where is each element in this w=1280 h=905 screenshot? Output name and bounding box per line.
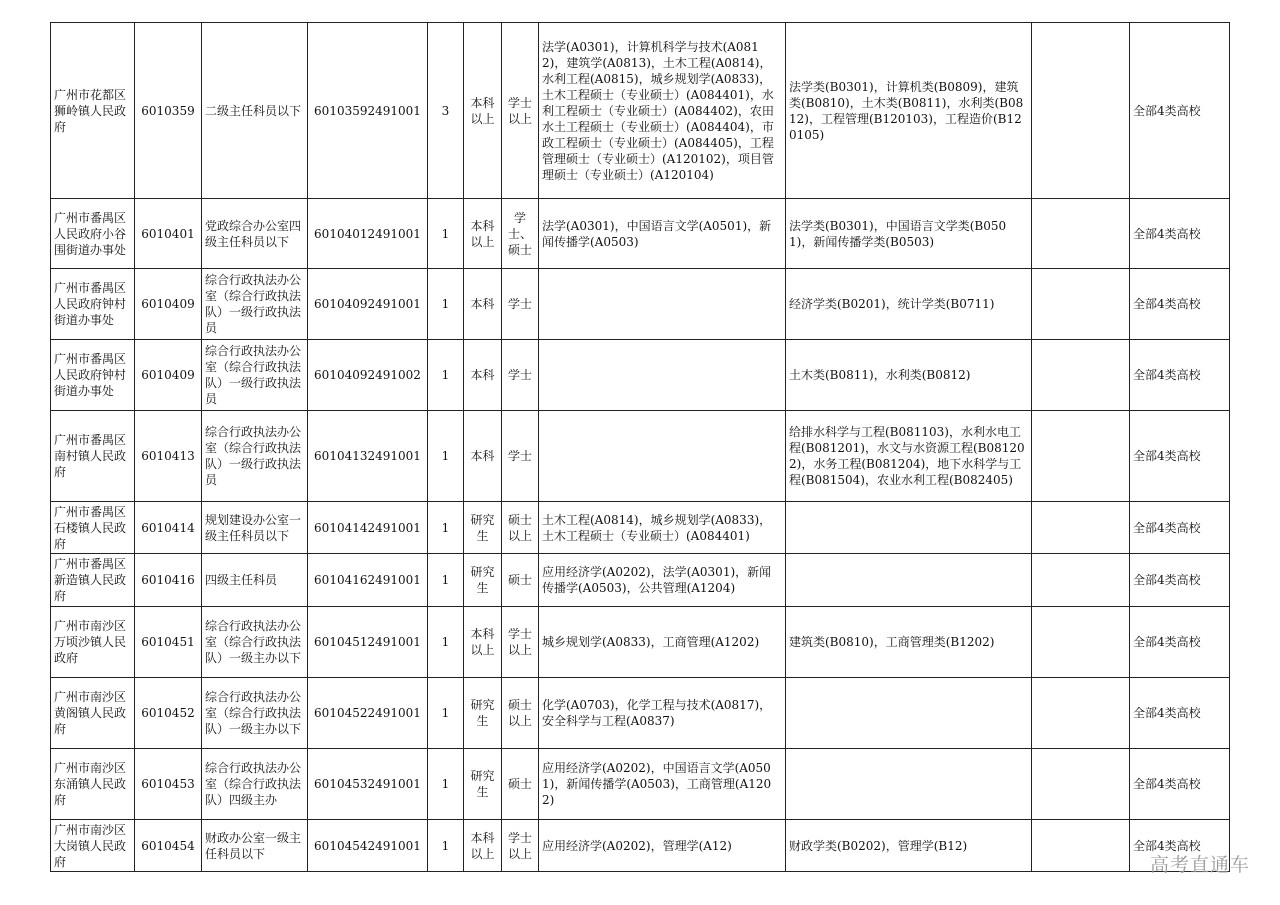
- degree-cell: 硕士: [502, 554, 539, 607]
- other-requirements-cell: [1032, 269, 1130, 340]
- other-requirements-cell: [1032, 23, 1130, 199]
- education-cell: 研究生: [464, 678, 502, 749]
- agency-cell: 广州市番禺区人民政府钟村街道办事处: [51, 269, 135, 340]
- headcount-cell: 1: [428, 554, 464, 607]
- education-cell: 研究生: [464, 749, 502, 820]
- graduate-major-cell: [539, 411, 786, 502]
- graduate-major-cell: 应用经济学(A0202)，法学(A0301)，新闻传播学(A0503)，公共管理(A1204): [539, 554, 786, 607]
- position-title-cell: 四级主任科员: [202, 554, 308, 607]
- undergraduate-major-cell: [786, 749, 1032, 820]
- degree-cell: 学士: [502, 269, 539, 340]
- undergraduate-major-cell: [786, 554, 1032, 607]
- graduate-major-cell: 法学(A0301)，中国语言文学(A0501)，新闻传播学(A0503): [539, 199, 786, 269]
- table-row: [51, 554, 1230, 607]
- other-requirements-cell: [1032, 820, 1130, 872]
- agency-code-cell: 6010413: [135, 411, 202, 502]
- other-requirements-cell: [1032, 607, 1130, 678]
- table-body: [51, 23, 1230, 872]
- undergraduate-major-cell: 法学类(B0301)，中国语言文学类(B0501)，新闻传播学类(B0503): [786, 199, 1032, 269]
- position-code-cell: 60103592491001: [308, 23, 428, 199]
- degree-cell: 学士、硕士: [502, 199, 539, 269]
- headcount-cell: 1: [428, 199, 464, 269]
- headcount-cell: 1: [428, 749, 464, 820]
- school-type-cell: 全部4类高校: [1130, 199, 1230, 269]
- position-code-cell: 60104542491001: [308, 820, 428, 872]
- degree-cell: 学士以上: [502, 23, 539, 199]
- school-type-cell: 全部4类高校: [1130, 678, 1230, 749]
- table-row: [51, 340, 1230, 411]
- agency-cell: 广州市番禺区人民政府小谷围街道办事处: [51, 199, 135, 269]
- agency-code-cell: 6010416: [135, 554, 202, 607]
- education-cell: 本科以上: [464, 199, 502, 269]
- headcount-cell: 3: [428, 23, 464, 199]
- position-title-cell: 党政综合办公室四级主任科员以下: [202, 199, 308, 269]
- table-row: [51, 820, 1230, 872]
- graduate-major-cell: [539, 340, 786, 411]
- undergraduate-major-cell: 给排水科学与工程(B081103)，水利水电工程(B081201)，水文与水资源工程(B081202)，水务工程(B081204)，地下水科学与工程(B081504)，农业水利工程(B082405): [786, 411, 1032, 502]
- agency-code-cell: 6010454: [135, 820, 202, 872]
- education-cell: 研究生: [464, 502, 502, 554]
- recruitment-table: [50, 22, 1230, 872]
- table-row: [51, 269, 1230, 340]
- table-row: [51, 199, 1230, 269]
- table-row: [51, 749, 1230, 820]
- agency-code-cell: 6010359: [135, 23, 202, 199]
- agency-code-cell: 6010451: [135, 607, 202, 678]
- education-cell: 本科以上: [464, 23, 502, 199]
- headcount-cell: 1: [428, 678, 464, 749]
- school-type-cell: 全部4类高校: [1130, 554, 1230, 607]
- graduate-major-cell: 法学(A0301)，计算机科学与技术(A0812)，建筑学(A0813)，土木工程(A0814)，水利工程(A0815)，城乡规划学(A0833)，土木工程硕士（专业硕士）(A084401)，水利工程硕士（专业硕士）(A084402)，农田水土工程硕士（专业硕士）(A084404)，市政工程硕士（专业硕士）(A084405)，工程管理硕士（专业硕士）(A120102)，项目管理硕士（专业硕士）(A120104): [539, 23, 786, 199]
- graduate-major-cell: [539, 269, 786, 340]
- agency-cell: 广州市南沙区黄阁镇人民政府: [51, 678, 135, 749]
- headcount-cell: 1: [428, 411, 464, 502]
- position-code-cell: 60104522491001: [308, 678, 428, 749]
- school-type-cell: 全部4类高校: [1130, 607, 1230, 678]
- degree-cell: 硕士以上: [502, 502, 539, 554]
- degree-cell: 硕士: [502, 749, 539, 820]
- agency-code-cell: 6010409: [135, 269, 202, 340]
- education-cell: 本科以上: [464, 820, 502, 872]
- position-code-cell: 60104532491001: [308, 749, 428, 820]
- school-type-cell: 全部4类高校: [1130, 411, 1230, 502]
- table-row: [51, 411, 1230, 502]
- position-title-cell: 综合行政执法办公室（综合行政执法队）一级主办以下: [202, 678, 308, 749]
- agency-code-cell: 6010409: [135, 340, 202, 411]
- headcount-cell: 1: [428, 820, 464, 872]
- agency-cell: 广州市南沙区大岗镇人民政府: [51, 820, 135, 872]
- school-type-cell: 全部4类高校: [1130, 749, 1230, 820]
- position-code-cell: 60104092491001: [308, 269, 428, 340]
- headcount-cell: 1: [428, 607, 464, 678]
- agency-code-cell: 6010414: [135, 502, 202, 554]
- other-requirements-cell: [1032, 749, 1130, 820]
- education-cell: 本科: [464, 269, 502, 340]
- agency-code-cell: 6010401: [135, 199, 202, 269]
- other-requirements-cell: [1032, 554, 1130, 607]
- position-code-cell: 60104162491001: [308, 554, 428, 607]
- other-requirements-cell: [1032, 411, 1130, 502]
- watermark-text: 高考直通车: [1149, 854, 1250, 876]
- graduate-major-cell: 土木工程(A0814)，城乡规划学(A0833)，土木工程硕士（专业硕士）(A084401): [539, 502, 786, 554]
- agency-cell: 广州市番禺区南村镇人民政府: [51, 411, 135, 502]
- graduate-major-cell: 应用经济学(A0202)，中国语言文学(A0501)，新闻传播学(A0503)，工商管理(A1202): [539, 749, 786, 820]
- agency-cell: 广州市番禺区新造镇人民政府: [51, 554, 135, 607]
- degree-cell: 硕士以上: [502, 678, 539, 749]
- headcount-cell: 1: [428, 269, 464, 340]
- agency-cell: 广州市南沙区东涌镇人民政府: [51, 749, 135, 820]
- school-type-cell: 全部4类高校: [1130, 820, 1230, 872]
- education-cell: 研究生: [464, 554, 502, 607]
- position-title-cell: 综合行政执法办公室（综合行政执法队）一级行政执法员: [202, 269, 308, 340]
- school-type-cell: 全部4类高校: [1130, 23, 1230, 199]
- position-title-cell: 综合行政执法办公室（综合行政执法队）四级主办: [202, 749, 308, 820]
- degree-cell: 学士以上: [502, 607, 539, 678]
- graduate-major-cell: 应用经济学(A0202)，管理学(A12): [539, 820, 786, 872]
- position-title-cell: 综合行政执法办公室（综合行政执法队）一级主办以下: [202, 607, 308, 678]
- undergraduate-major-cell: [786, 678, 1032, 749]
- position-title-cell: 规划建设办公室一级主任科员以下: [202, 502, 308, 554]
- headcount-cell: 1: [428, 502, 464, 554]
- undergraduate-major-cell: 建筑类(B0810)，工商管理类(B1202): [786, 607, 1032, 678]
- agency-cell: 广州市南沙区万顷沙镇人民政府: [51, 607, 135, 678]
- agency-cell: 广州市花都区狮岭镇人民政府: [51, 23, 135, 199]
- other-requirements-cell: [1032, 340, 1130, 411]
- position-title-cell: 综合行政执法办公室（综合行政执法队）一级行政执法员: [202, 340, 308, 411]
- position-code-cell: 60104142491001: [308, 502, 428, 554]
- school-type-cell: 全部4类高校: [1130, 502, 1230, 554]
- other-requirements-cell: [1032, 199, 1130, 269]
- position-code-cell: 60104012491001: [308, 199, 428, 269]
- undergraduate-major-cell: 财政学类(B0202)，管理学(B12): [786, 820, 1032, 872]
- table-row: [51, 23, 1230, 199]
- undergraduate-major-cell: 法学类(B0301)，计算机类(B0809)，建筑类(B0810)，土木类(B0811)，水利类(B0812)，工程管理(B120103)，工程造价(B120105): [786, 23, 1032, 199]
- position-code-cell: 60104512491001: [308, 607, 428, 678]
- headcount-cell: 1: [428, 340, 464, 411]
- agency-cell: 广州市番禺区人民政府钟村街道办事处: [51, 340, 135, 411]
- degree-cell: 学士以上: [502, 820, 539, 872]
- school-type-cell: 全部4类高校: [1130, 269, 1230, 340]
- degree-cell: 学士: [502, 411, 539, 502]
- table-row: [51, 607, 1230, 678]
- education-cell: 本科: [464, 340, 502, 411]
- agency-code-cell: 6010452: [135, 678, 202, 749]
- other-requirements-cell: [1032, 678, 1130, 749]
- graduate-major-cell: 城乡规划学(A0833)，工商管理(A1202): [539, 607, 786, 678]
- agency-cell: 广州市番禺区石楼镇人民政府: [51, 502, 135, 554]
- degree-cell: 学士: [502, 340, 539, 411]
- position-title-cell: 财政办公室一级主任科员以下: [202, 820, 308, 872]
- position-title-cell: 二级主任科员以下: [202, 23, 308, 199]
- education-cell: 本科以上: [464, 607, 502, 678]
- undergraduate-major-cell: 土木类(B0811)，水利类(B0812): [786, 340, 1032, 411]
- table-row: [51, 678, 1230, 749]
- other-requirements-cell: [1032, 502, 1130, 554]
- position-title-cell: 综合行政执法办公室（综合行政执法队）一级行政执法员: [202, 411, 308, 502]
- undergraduate-major-cell: [786, 502, 1032, 554]
- agency-code-cell: 6010453: [135, 749, 202, 820]
- table-row: [51, 502, 1230, 554]
- education-cell: 本科: [464, 411, 502, 502]
- graduate-major-cell: 化学(A0703)，化学工程与技术(A0817)，安全科学与工程(A0837): [539, 678, 786, 749]
- position-code-cell: 60104092491002: [308, 340, 428, 411]
- position-code-cell: 60104132491001: [308, 411, 428, 502]
- school-type-cell: 全部4类高校: [1130, 340, 1230, 411]
- undergraduate-major-cell: 经济学类(B0201)，统计学类(B0711): [786, 269, 1032, 340]
